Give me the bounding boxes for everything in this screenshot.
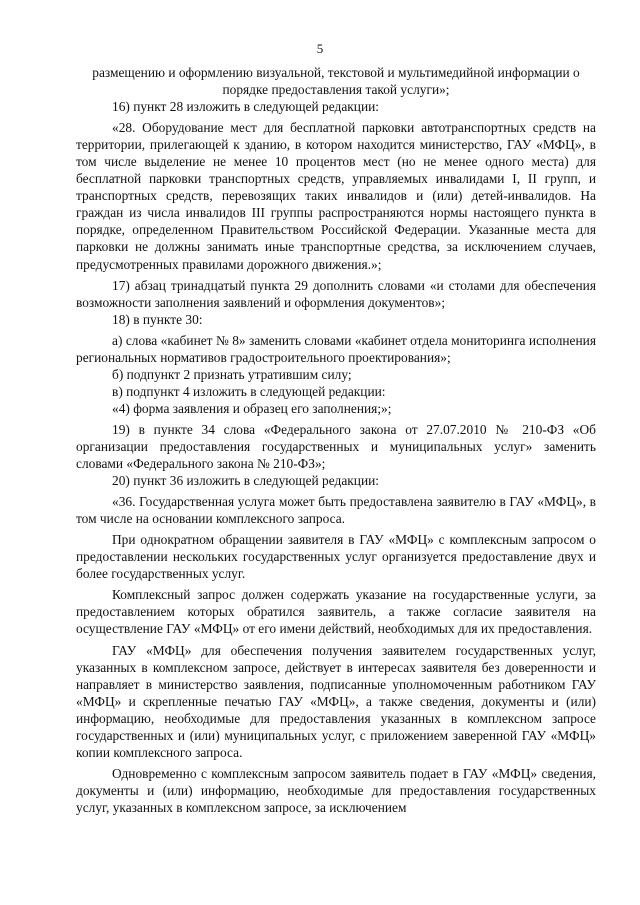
paragraph: б) подпункт 2 признать утратившим силу;: [112, 366, 352, 382]
paragraph: размещению и оформлению визуальной, текстовой и мультимедийной информации о порядке предоставления такой услуги»;: [92, 65, 580, 98]
paragraph: 16) пункт 28 изложить в следующей редакции:: [112, 99, 380, 115]
paragraph: Одновременно с комплексным запросом заявитель подает в ГАУ «МФЦ» сведения, документы и (или) информацию, необходимые для предоставления государственных услуг, указанных в комплексном запросе, за исключением: [76, 765, 596, 815]
paragraph: 18) в пункте 30:: [112, 311, 203, 327]
paragraph: 20) пункт 36 изложить в следующей редакции:: [112, 473, 380, 489]
paragraph: 19) в пункте 34 слова «Федерального закона от 27.07.2010 № 210-ФЗ «Об организации предоставления государственных и муниципальных услуг» заменить словами «Федерального закона № 210-ФЗ»;: [76, 421, 596, 472]
paragraph: ГАУ «МФЦ» для обеспечения получения заявителем государственных услуг, указанных в комплексном запросе, действует в интересах заявителя без доверенности и направляет в министерство заявления, подписанные уполномоченным работником ГАУ «МФЦ» и скрепленные печатью ГАУ «МФЦ», а также сведения, документы и (или) информацию, необходимые для предоставления указанных в комплексном запросе государственных и (или) муниципальных услуг, с приложением заверенной ГАУ «МФЦ» копии комплексного запроса.: [76, 642, 596, 760]
paragraph: а) слова «кабинет № 8» заменить словами «кабинет отдела мониторинга исполнения региональных нормативов градостроительного проектирования»;: [76, 332, 596, 365]
paragraph: При однократном обращении заявителя в ГАУ «МФЦ» с комплексным запросом о предоставлении нескольких государственных услуг организуется предоставление двух и более государственных услуг.: [76, 532, 596, 582]
paragraph: в) подпункт 4 изложить в следующей редакции:: [112, 383, 386, 399]
paragraph: Комплексный запрос должен содержать указание на государственные услуги, за предоставлением которых обратился заявитель, а также согласие заявителя на осуществление ГАУ «МФЦ» от его имени действий, необходимых для их предоставления.: [76, 587, 596, 637]
page-number: 5: [316, 41, 324, 56]
paragraph: «4) форма заявления и образец его заполнения;»;: [112, 400, 392, 416]
paragraph: «28. Оборудование мест для бесплатной парковки автотранспортных средств на территории, прилегающей к зданию, в котором находится министерство, ГАУ «МФЦ», в том числе выделение не менее 10 процентов мест (но не менее одного места) для бесплатной парковки транспортных средств, управляемых инвалидами I, II групп, и транспортных средств, перевозящих таких инвалидов и (или) детей-инвалидов. На граждан из числа инвалидов III группы распространяются нормы настоящего пункта в порядке, определенном Правительством Российской Федерации. Указанные места для парковки не должны занимать иные транспортные средства, за исключением случаев, предусмотренных правилами дорожного движения.»;: [76, 120, 596, 272]
body-text: [76, 64, 596, 816]
paragraph: 17) абзац тринадцатый пункта 29 дополнить словами «и столами для обеспечения возможности заполнения заявлений и оформления документов»;: [76, 277, 596, 310]
paragraph: «36. Государственная услуга может быть предоставлена заявителю в ГАУ «МФЦ», в том числе на основании комплексного запроса.: [76, 494, 596, 527]
